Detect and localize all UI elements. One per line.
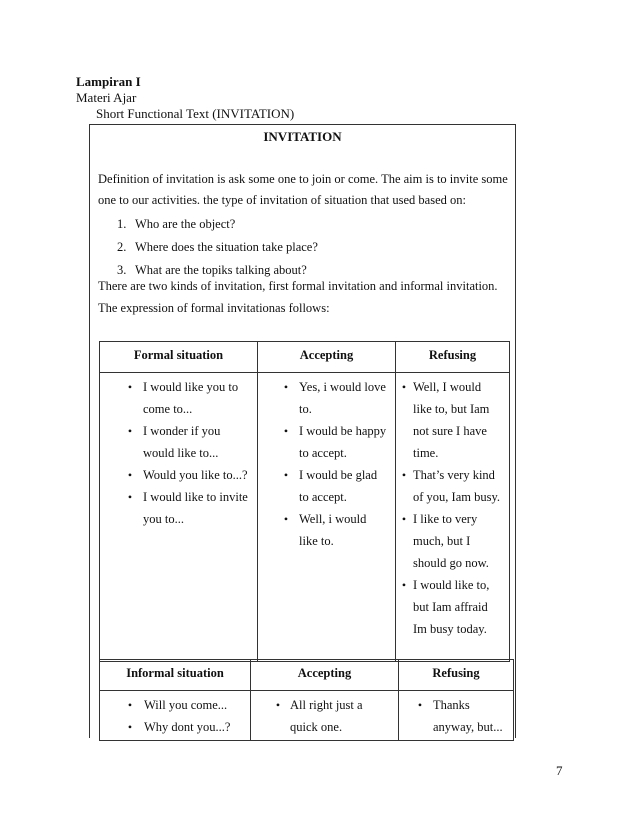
header-refusing: Refusing (396, 342, 510, 373)
question-list (117, 213, 318, 282)
formal-refusing-cell (396, 373, 510, 662)
list-item: • Well, i would like to. (283, 512, 367, 548)
expression-paragraph: The expression of formal invitationas follows: (98, 301, 330, 315)
question-item: 3. What are the topiks talking about? (117, 263, 307, 277)
informal-refusing-cell (399, 691, 514, 741)
page-number: 7 (556, 763, 563, 778)
informal-situation-list (100, 694, 250, 738)
list-item: • I would be happy to accept. (283, 424, 387, 460)
list-item: • I wonder if you would like to... (127, 424, 221, 460)
list-item: • Thanks anyway, but... (417, 698, 503, 734)
question-item: 1. Who are the object? (117, 217, 236, 231)
table-row (100, 373, 510, 662)
list-item: • Yes, i would love to. (283, 380, 386, 416)
formal-refusing-list (396, 376, 509, 640)
list-item: • Why dont you...? (127, 720, 231, 734)
table-header-row (100, 660, 514, 691)
list-item: • Well, I would like to, but Iam not sure I have time. (401, 380, 490, 460)
section-label: Materi Ajar (76, 90, 137, 105)
formal-expression-table (99, 341, 510, 662)
invitation-box (89, 124, 516, 738)
definition-line-2: one to our activities. the type of invitation of situation that used based on: (98, 193, 466, 207)
question-item: 2. Where does the situation take place? (117, 240, 318, 254)
list-item: • I would like you to come to... (127, 380, 239, 416)
header-formal-situation: Formal situation (100, 342, 258, 373)
table-row (100, 691, 514, 741)
table-header-row (100, 342, 510, 373)
header-refusing: Refusing (399, 660, 514, 691)
appendix-title: Lampiran I (76, 74, 141, 89)
list-item: • All right just a quick one. (275, 698, 363, 734)
informal-refusing-list (399, 694, 513, 738)
list-item: • Would you like to...? (127, 468, 248, 482)
list-item: • Will you come... (127, 698, 228, 712)
formal-accepting-cell (258, 373, 396, 662)
list-item: • I would like to, but Iam affraid Im busy today. (401, 578, 490, 636)
list-item: • I would be glad to accept. (283, 468, 378, 504)
list-item: • I like to very much, but I should go now. (401, 512, 489, 570)
material-subtitle: Short Functional Text (INVITATION) (96, 106, 295, 121)
list-item: • That’s very kind of you, Iam busy. (401, 468, 501, 504)
informal-situation-cell (100, 691, 251, 741)
informal-expression-table (99, 659, 514, 741)
formal-accepting-list (258, 376, 395, 552)
kinds-paragraph: There are two kinds of invitation, first formal invitation and informal invitation. (98, 279, 498, 293)
list-item: • I would like to invite you to... (127, 490, 248, 526)
header-accepting: Accepting (251, 660, 399, 691)
header-accepting: Accepting (258, 342, 396, 373)
header-informal-situation: Informal situation (100, 660, 251, 691)
box-title: INVITATION (263, 129, 342, 144)
informal-accepting-list (251, 694, 398, 738)
formal-situation-list (100, 376, 257, 530)
definition-line-1: Definition of invitation is ask some one to join or come. The aim is to invite some (98, 172, 508, 186)
informal-accepting-cell (251, 691, 399, 741)
formal-situation-cell (100, 373, 258, 662)
